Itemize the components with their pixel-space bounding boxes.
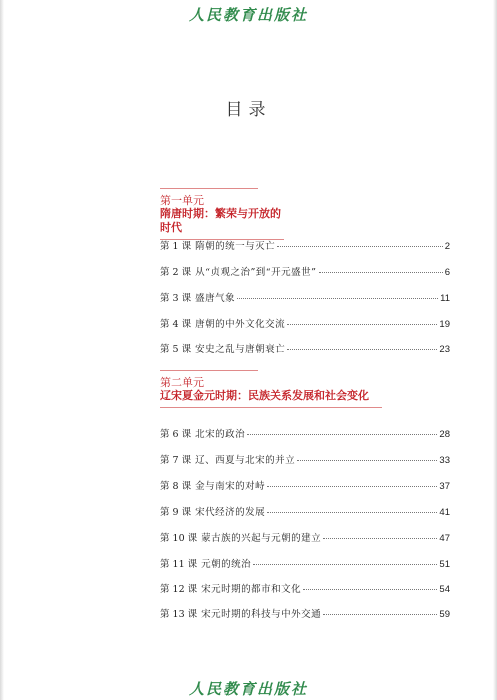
lesson-title: 唐朝的中外文化交流 [195,319,286,330]
lesson-number: 第 1 课 [160,241,192,252]
lesson-number: 第 2 课 [160,267,192,278]
unit-2-label: 第二单元 [160,376,204,389]
lesson-number: 第 6 课 [160,429,192,440]
leader-dots [323,614,437,615]
lesson-title: 元朝的统治 [201,559,252,570]
leader-dots [323,538,437,539]
page-number: 37 [439,481,450,492]
lesson-number: 第 11 课 [160,559,198,570]
lesson-number: 第 12 课 [160,584,198,595]
unit-2-title-rule [160,407,382,408]
unit-2-top-rule [160,370,258,371]
leader-dots [253,564,437,565]
lesson-title: 安史之乱与唐朝衰亡 [195,344,286,355]
lesson-title: 盛唐气象 [195,293,236,304]
lesson-number: 第 13 课 [160,609,198,620]
leader-dots [319,272,443,273]
leader-dots [237,298,438,299]
lesson-number: 第 8 课 [160,481,192,492]
publisher-logo-footer: 人民教育出版社 [188,680,308,698]
toc-title: 目录 [225,100,272,120]
toc-entry-lesson-3[interactable] [160,290,450,304]
page-number: 33 [439,455,450,466]
toc-entry-lesson-12[interactable] [160,581,450,595]
page-number: 11 [440,293,450,304]
page-number: 2 [444,241,450,252]
unit-1-header [160,188,284,240]
leader-dots [297,460,437,461]
toc-entry-lesson-10[interactable] [160,530,450,544]
leader-dots [303,589,437,590]
lesson-title: 宋代经济的发展 [195,507,266,518]
lesson-title: 金与南宋的对峙 [195,481,266,492]
page-number: 51 [439,559,450,570]
page-number: 47 [439,533,450,544]
lesson-title: 从“贞观之治”到“开元盛世” [195,267,317,278]
toc-entry-lesson-4[interactable] [160,316,450,330]
lesson-number: 第 7 课 [160,455,192,466]
lesson-number: 第 4 课 [160,319,192,330]
toc-entry-lesson-7[interactable] [160,452,450,466]
page-number: 23 [439,344,450,355]
lesson-number: 第 3 课 [160,293,192,304]
lesson-number: 第 9 课 [160,507,192,518]
page-number: 6 [444,267,450,278]
toc-entry-lesson-5[interactable] [160,341,450,355]
leader-dots [247,434,437,435]
toc-entry-lesson-6[interactable] [160,426,450,440]
unit-1-top-rule [160,188,258,189]
leader-dots [287,324,437,325]
lesson-number: 第 5 课 [160,344,192,355]
unit-2-title: 辽宋夏金元时期：民族关系发展和社会变化 [160,389,369,402]
toc-entry-lesson-8[interactable] [160,478,450,492]
lesson-title: 隋朝的统一与灭亡 [195,241,276,252]
lesson-title: 北宋的政治 [195,429,246,440]
toc-entry-lesson-13[interactable] [160,606,450,620]
page-number: 59 [439,609,450,620]
lesson-number: 第 10 课 [160,533,198,544]
page-number: 54 [439,584,450,595]
publisher-logo-header: 人民教育出版社 [188,6,308,24]
lesson-title: 蒙古族的兴起与元朝的建立 [201,533,322,544]
leader-dots [267,486,437,487]
leader-dots [277,246,443,247]
toc-entry-lesson-1[interactable] [160,238,450,252]
lesson-title: 宋元时期的科技与中外交通 [201,609,322,620]
lesson-title: 辽、西夏与北宋的并立 [195,455,296,466]
toc-entry-lesson-11[interactable] [160,556,450,570]
page-number: 41 [439,507,450,518]
unit-1-title: 隋唐时期：繁荣与开放的时代 [160,207,281,234]
leader-dots [287,349,437,350]
lesson-title: 宋元时期的都市和文化 [201,584,302,595]
toc-entry-lesson-9[interactable] [160,504,450,518]
page-number: 28 [439,429,450,440]
toc-entry-lesson-2[interactable] [160,264,450,278]
page-number: 19 [439,319,450,330]
unit-1-label: 第一单元 [160,194,204,207]
unit-2-header [160,370,382,408]
leader-dots [267,512,437,513]
